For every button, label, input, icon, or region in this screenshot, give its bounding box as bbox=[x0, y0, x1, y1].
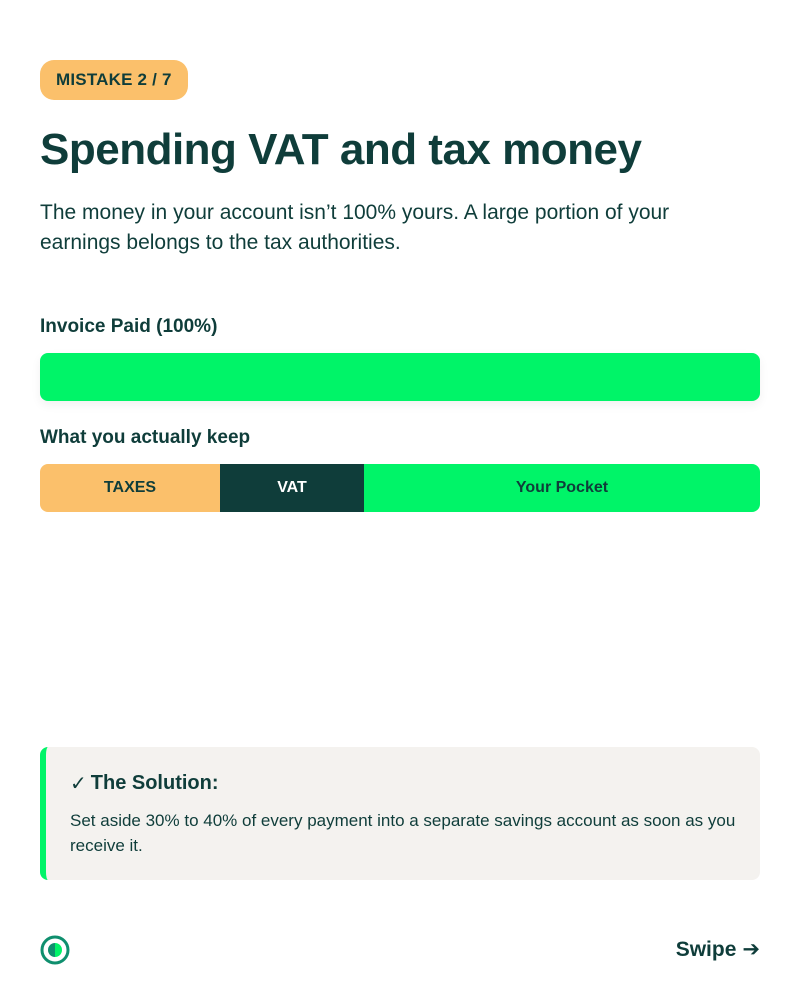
vat-segment bbox=[220, 464, 364, 512]
mistake-badge: MISTAKE 2 / 7 bbox=[40, 60, 188, 100]
pocket-segment bbox=[364, 464, 760, 512]
pocket-segment-label: Your Pocket bbox=[515, 479, 609, 496]
solution-title: The Solution: bbox=[90, 772, 219, 794]
solution-card bbox=[40, 747, 760, 880]
keep-bar bbox=[40, 464, 760, 512]
intro-text: The money in your account isn’t 100% yours. A large portion of your earnings belongs to the tax authorities. bbox=[40, 201, 670, 254]
taxes-segment bbox=[40, 464, 220, 512]
keep-bar-label: What you actually keep bbox=[40, 427, 251, 448]
invoice-bar-label: Invoice Paid (100%) bbox=[40, 316, 218, 337]
page-title: Spending VAT and tax money bbox=[40, 125, 642, 174]
swipe-label: Swipe bbox=[675, 937, 737, 961]
invoice-bar bbox=[40, 353, 760, 401]
taxes-segment-label: TAXES bbox=[103, 479, 157, 496]
swipe-button[interactable] bbox=[676, 937, 760, 962]
brand-logo-icon bbox=[40, 935, 70, 965]
solution-text: Set aside 30% to 40% of every payment into a separate savings account as soon as you receive it. bbox=[70, 811, 736, 855]
arrow-right-icon: ➔ bbox=[742, 938, 760, 961]
vat-segment-label: VAT bbox=[277, 479, 307, 496]
check-icon: ✓ bbox=[70, 773, 87, 795]
solution-title-row bbox=[70, 771, 736, 796]
